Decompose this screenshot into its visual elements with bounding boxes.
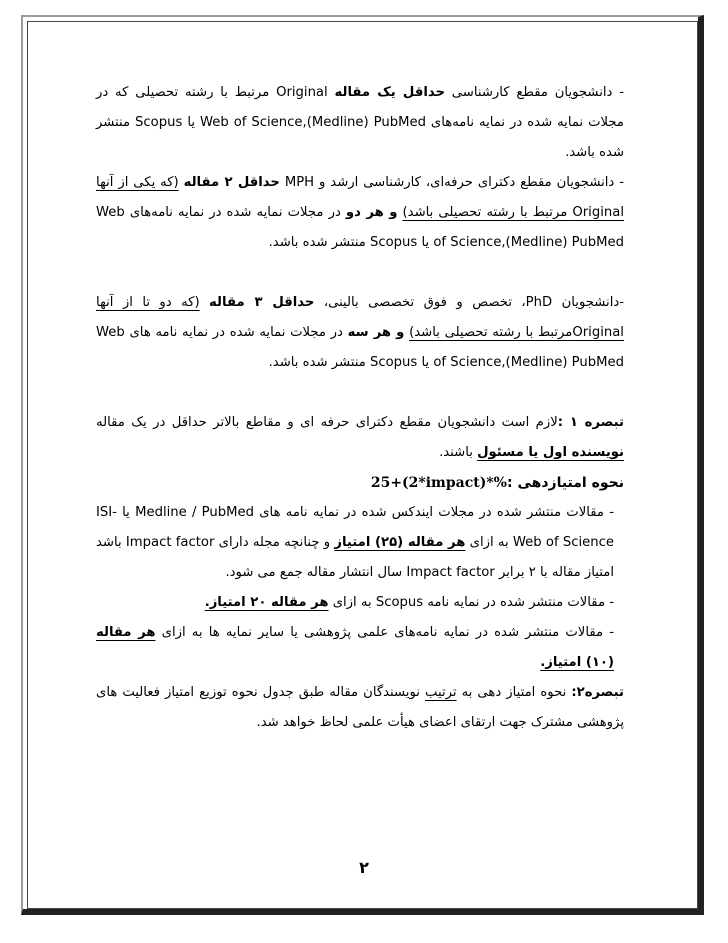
page-number: ۲ [359, 858, 369, 877]
scoring-item-2: - مقالات منتشر شده در نمایه نامه Scopus به ازای هر مقاله ۲۰ امتیاز. [204, 595, 614, 610]
paragraph-phd: -دانشجویان PhD، تخصص و فوق تخصصی بالینی، حداقل ۳ مقاله (که دو تا از آنها Originalمرتبط با رشته تحصیلی باشد) و هر سه در مجلات نمایه شده در نمایه نامه های Web of Science,(Medline) PubMed یا Scopus منتشر شده باشد. [96, 295, 624, 370]
paragraph-master: - دانشجویان مقطع دکترای حرفه‌ای، کارشناسی ارشد و MPH حداقل ۲ مقاله (که یکی از آنها Original مرتبط با رشته تحصیلی باشد) و هر دو در مجلات نمایه شده در نمایه نامه‌های Web of Science,(Medline) PubMed یا Scopus منتشر شده باشد. [96, 175, 624, 250]
scoring-heading: نحوه امتیازدهی :25+(2*impact)*% [370, 475, 624, 491]
scoring-item-1: - مقالات منتشر شده در مجلات ایندکس شده در نمایه نامه های Medline / PubMed یا ISI-Web of Science به ازای هر مقاله (۲۵) امتیاز و چنانچه مجله دارای Impact factor باشد امتیاز مقاله با ۲ برابر Impact factor سال انتشار مقاله جمع می شود. [96, 505, 614, 580]
document-body [96, 78, 624, 738]
note-1: تبصره ۱ :لازم است دانشجویان مقطع دکترای حرفه ای و مقاطع بالاتر حداقل در یک مقاله نویسنده اول یا مسئول باشند. [96, 415, 624, 460]
note-2: تبصره۲: نحوه امتیاز دهی به ترتیب نویسندگان مقاله طبق جدول نحوه توزیع امتیاز فعالیت های پژوهشی مشترک جهت ارتقای اعضای هیأت علمی لحاظ خواهد شد. [96, 685, 625, 730]
paragraph-bachelor: - دانشجویان مقطع کارشناسی حداقل یک مقاله Original مرتبط با رشته تحصیلی که در مجلات نمایه شده در نمایه نامه‌های Web of Science,(Medline) PubMed یا Scopus منتشر شده باشد. [96, 85, 624, 160]
scoring-item-3: - مقالات منتشر شده در نمایه نامه‌های علمی پژوهشی یا سایر نمایه ها به ازای هر مقاله (۱۰) امتیاز. [96, 625, 615, 670]
scoring-formula: 25+(2*impact)*% [370, 475, 507, 491]
